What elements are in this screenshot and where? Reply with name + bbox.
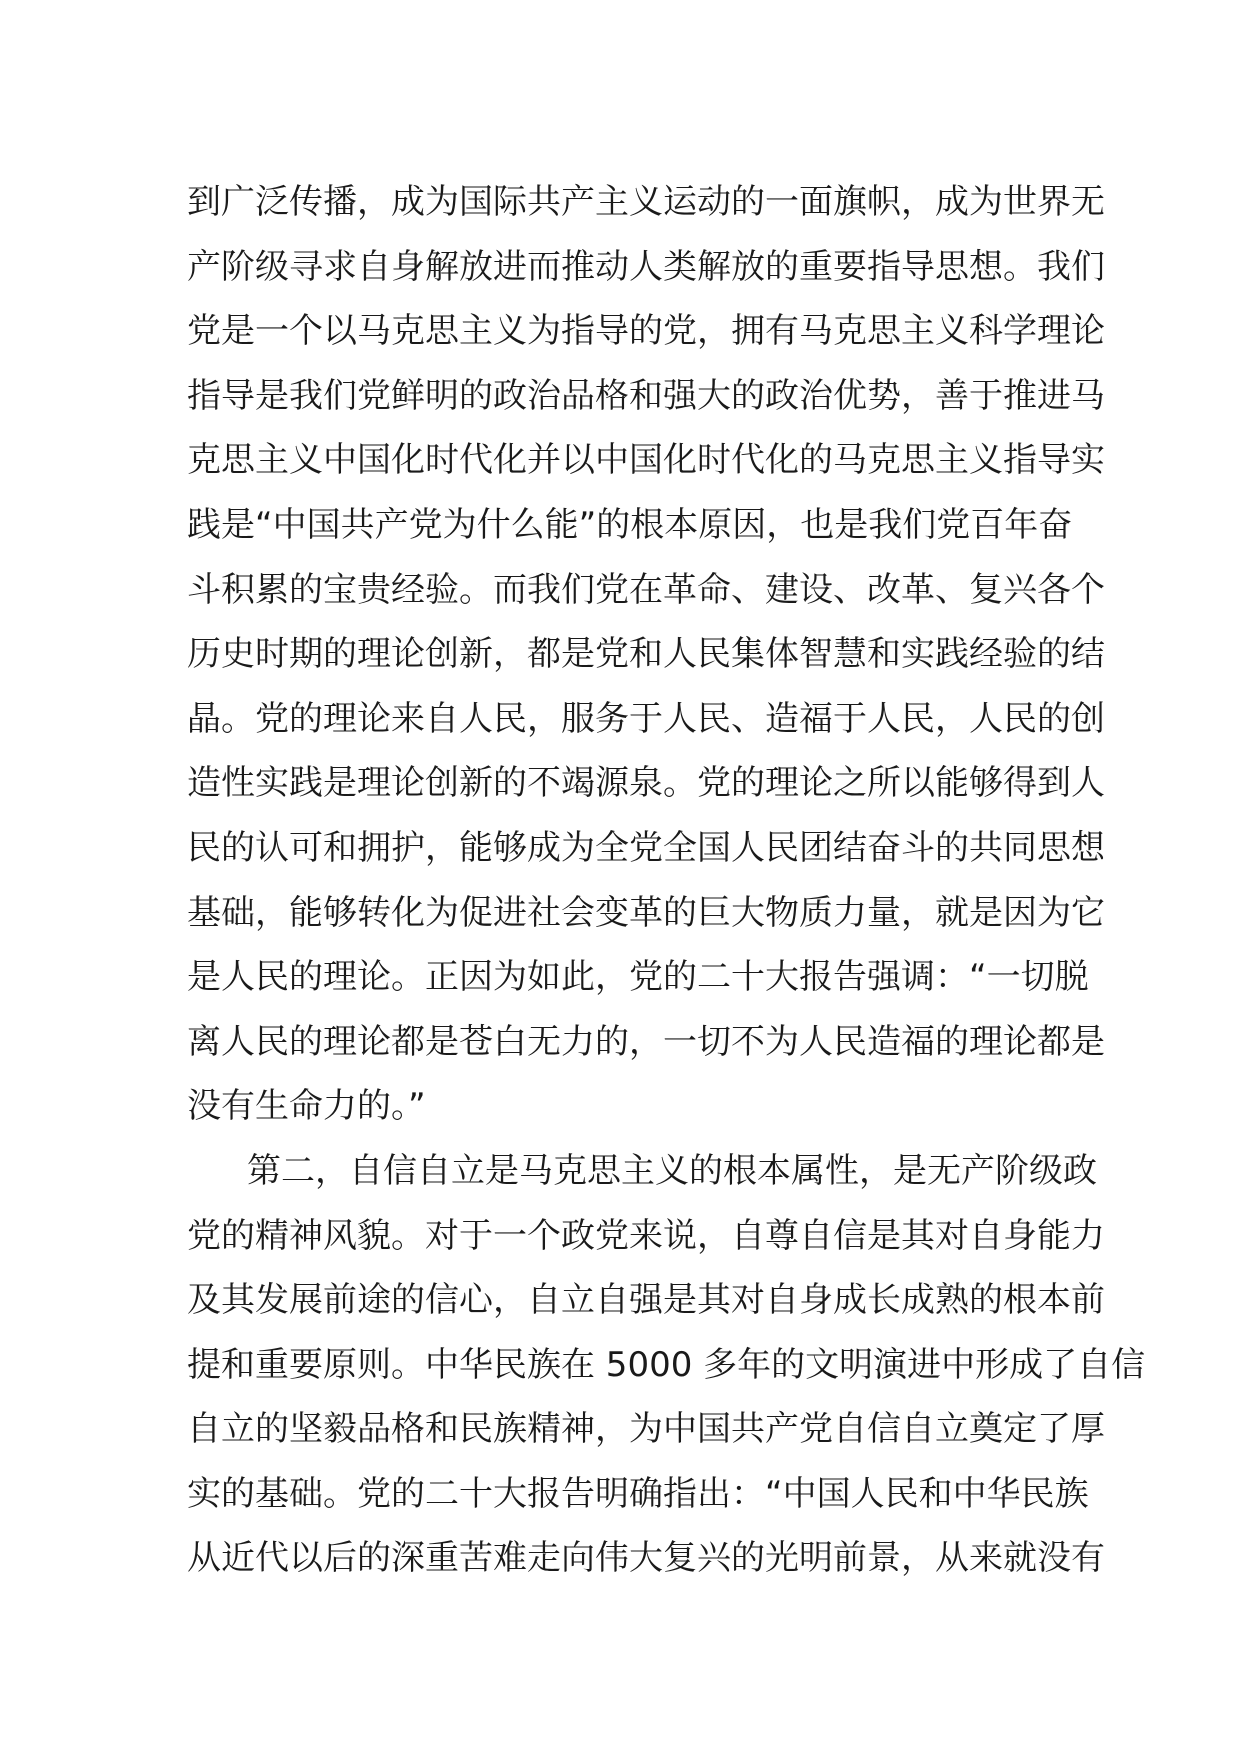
- text-line: 晶。党的理论来自人民，服务于人民、造福于人民，人民的创: [187, 698, 1105, 739]
- text-line: 践是“中国共产党为什么能”的根本原因，也是我们党百年奋: [187, 504, 1073, 545]
- text-line: 第二，自信自立是马克思主义的根本属性，是无产阶级政: [247, 1150, 1097, 1191]
- text-line: 到广泛传播，成为国际共产主义运动的一面旗帜，成为世界无: [187, 182, 1105, 222]
- text-line: 党的精神风貌。对于一个政党来说，自尊自信是其对自身能力: [187, 1215, 1105, 1256]
- text-line: 产阶级寻求自身解放进而推动人类解放的重要指导思想。我们: [187, 246, 1105, 287]
- body-text: [187, 170, 1146, 1591]
- text-line: 造性实践是理论创新的不竭源泉。党的理论之所以能够得到人: [187, 763, 1105, 804]
- text-line: 及其发展前途的信心，自立自强是其对自身成长成熟的根本前: [187, 1280, 1105, 1321]
- text-line: 离人民的理论都是苍白无力的，一切不为人民造福的理论都是: [187, 1021, 1105, 1062]
- text-line: 党是一个以马克思主义为指导的党，拥有马克思主义科学理论: [187, 311, 1105, 352]
- text-line: 是人民的理论。正因为如此，党的二十大报告强调：“一切脱: [187, 957, 1089, 998]
- text-line: 从近代以后的深重苦难走向伟大复兴的光明前景，从来就没有: [187, 1538, 1105, 1579]
- text-line: 斗积累的宝贵经验。而我们党在革命、建设、改革、复兴各个: [187, 569, 1105, 610]
- text-line: 民的认可和拥护，能够成为全党全国人民团结奋斗的共同思想: [187, 827, 1105, 868]
- text-line: 指导是我们党鲜明的政治品格和强大的政治优势，善于推进马: [187, 375, 1105, 416]
- text-line: 提和重要原则。中华民族在 5000 多年的文明演进中形成了自信: [187, 1344, 1146, 1385]
- text-line: 实的基础。党的二十大报告明确指出：“中国人民和中华民族: [187, 1473, 1089, 1514]
- text-line: 没有生命力的。”: [187, 1086, 426, 1127]
- text-line: 自立的坚毅品格和民族精神，为中国共产党自信自立奠定了厚: [187, 1409, 1105, 1450]
- text-line: 克思主义中国化时代化并以中国化时代化的马克思主义指导实: [187, 440, 1105, 481]
- text-line: 基础，能够转化为促进社会变革的巨大物质力量，就是因为它: [187, 892, 1105, 933]
- text-line: 历史时期的理论创新，都是党和人民集体智慧和实践经验的结: [187, 634, 1105, 675]
